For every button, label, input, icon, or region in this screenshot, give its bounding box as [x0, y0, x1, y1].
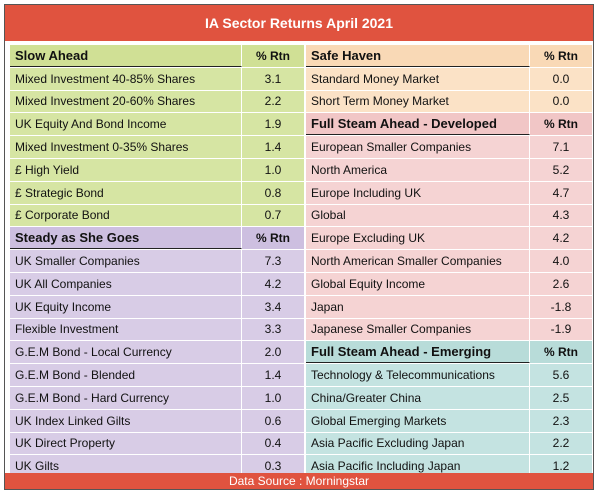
sector-name: G.E.M Bond - Hard Currency	[10, 387, 242, 409]
table-row	[10, 113, 304, 136]
sector-name: Europe Excluding UK	[306, 227, 530, 249]
sector-return: 1.2	[552, 459, 570, 474]
table-row	[10, 91, 304, 114]
table-row	[306, 364, 592, 387]
sector-return: 4.2	[552, 231, 570, 246]
group-header-row	[10, 227, 304, 250]
sector-return: -1.9	[550, 322, 572, 337]
sector-return: 3.4	[264, 299, 282, 314]
table-row	[306, 159, 592, 182]
data-source-footer: Data Source : Morningstar	[5, 473, 593, 489]
sector-group	[306, 113, 592, 341]
sector-name: Asia Pacific Including Japan	[306, 455, 530, 477]
table-row	[10, 273, 304, 296]
table-row	[10, 319, 304, 342]
group-title: Full Steam Ahead - Emerging	[306, 341, 530, 363]
sector-return: 4.0	[552, 254, 570, 269]
sector-return: 7.3	[264, 254, 282, 269]
group-header-row	[306, 45, 592, 68]
sector-return: 0.8	[264, 185, 282, 200]
table-title: IA Sector Returns April 2021	[5, 5, 593, 41]
sector-name: China/Greater China	[306, 387, 530, 409]
table-row	[10, 341, 304, 364]
group-title: Steady as She Goes	[10, 227, 242, 249]
sector-return: 1.4	[264, 368, 282, 383]
sector-return: 2.5	[552, 390, 570, 405]
sector-return: 0.4	[264, 436, 282, 451]
table-row	[306, 387, 592, 410]
rtn-column-header: % Rtn	[544, 48, 578, 63]
sector-return: 4.3	[552, 208, 570, 223]
sector-name: North America	[306, 159, 530, 181]
sector-name: Japan	[306, 296, 530, 318]
sector-name: UK Smaller Companies	[10, 250, 242, 272]
sector-group	[306, 341, 592, 478]
right-column	[306, 45, 592, 478]
table-row	[306, 433, 592, 456]
sector-name: Asia Pacific Excluding Japan	[306, 433, 530, 455]
sector-return: 1.0	[264, 390, 282, 405]
sector-name: Mixed Investment 20-60% Shares	[10, 91, 242, 113]
sector-return: 7.1	[552, 140, 570, 155]
table-row	[306, 296, 592, 319]
table-row	[10, 433, 304, 456]
sector-name: UK Equity And Bond Income	[10, 113, 242, 135]
rtn-column-header: % Rtn	[256, 48, 290, 63]
sector-name: £ Corporate Bond	[10, 205, 242, 227]
sector-name: Flexible Investment	[10, 319, 242, 341]
sector-group	[10, 45, 304, 227]
table-row	[306, 205, 592, 228]
table-row	[10, 68, 304, 91]
table-row	[10, 182, 304, 205]
group-title: Full Steam Ahead - Developed	[306, 113, 530, 135]
table-row	[10, 387, 304, 410]
sector-return: 2.0	[264, 345, 282, 360]
sector-return: 0.0	[552, 94, 570, 109]
sector-name: UK Equity Income	[10, 296, 242, 318]
table-row	[306, 410, 592, 433]
sector-return: 3.1	[264, 71, 282, 86]
sector-name: North American Smaller Companies	[306, 250, 530, 272]
sector-return: 2.3	[552, 413, 570, 428]
table-row	[306, 250, 592, 273]
table-row	[306, 136, 592, 159]
sector-name: Global	[306, 205, 530, 227]
sector-return: 2.2	[264, 94, 282, 109]
sector-name: Global Equity Income	[306, 273, 530, 295]
sector-name: Mixed Investment 0-35% Shares	[10, 136, 242, 158]
group-header-row	[306, 341, 592, 364]
sector-return: 1.9	[264, 117, 282, 132]
sector-name: European Smaller Companies	[306, 136, 530, 158]
sector-name: Standard Money Market	[306, 68, 530, 90]
sector-return: 4.2	[264, 276, 282, 291]
left-column	[10, 45, 304, 478]
table-row	[306, 182, 592, 205]
table-row	[306, 91, 592, 114]
sector-name: UK All Companies	[10, 273, 242, 295]
table-row	[306, 68, 592, 91]
sector-name: £ High Yield	[10, 159, 242, 181]
rtn-column-header: % Rtn	[544, 117, 578, 132]
sector-name: Mixed Investment 40-85% Shares	[10, 68, 242, 90]
sector-return: 0.7	[264, 208, 282, 223]
sector-name: Global Emerging Markets	[306, 410, 530, 432]
group-title: Slow Ahead	[10, 45, 242, 67]
table-row	[10, 205, 304, 228]
sector-return: 1.0	[264, 162, 282, 177]
group-title: Safe Haven	[306, 45, 530, 67]
group-header-row	[10, 45, 304, 68]
sector-return: 5.6	[552, 368, 570, 383]
table-row	[10, 159, 304, 182]
table-row	[10, 296, 304, 319]
sector-return: 5.2	[552, 162, 570, 177]
sector-name: Europe Including UK	[306, 182, 530, 204]
table-row	[10, 364, 304, 387]
sector-return: 0.6	[264, 413, 282, 428]
sector-name: £ Strategic Bond	[10, 182, 242, 204]
sector-return: 4.7	[552, 185, 570, 200]
sector-name: UK Gilts	[10, 455, 242, 477]
table-row	[10, 136, 304, 159]
table-row	[10, 410, 304, 433]
sector-group	[306, 45, 592, 113]
sector-name: Technology & Telecommunications	[306, 364, 530, 386]
sector-return: -1.8	[550, 299, 572, 314]
sector-name: G.E.M Bond - Blended	[10, 364, 242, 386]
sector-name: G.E.M Bond - Local Currency	[10, 341, 242, 363]
sector-return: 1.4	[264, 140, 282, 155]
sector-returns-table	[4, 4, 594, 490]
table-row	[306, 227, 592, 250]
sector-return: 2.2	[552, 436, 570, 451]
sector-return: 0.0	[552, 71, 570, 86]
sector-return: 3.3	[264, 322, 282, 337]
table-row	[306, 273, 592, 296]
rtn-column-header: % Rtn	[544, 345, 578, 360]
sector-return: 0.3	[264, 459, 282, 474]
sector-group	[10, 227, 304, 478]
sector-name: Japanese Smaller Companies	[306, 319, 530, 341]
table-row	[306, 319, 592, 342]
group-header-row	[306, 113, 592, 136]
sector-name: UK Direct Property	[10, 433, 242, 455]
sector-return: 2.6	[552, 276, 570, 291]
table-row	[10, 250, 304, 273]
sector-name: UK Index Linked Gilts	[10, 410, 242, 432]
rtn-column-header: % Rtn	[256, 231, 290, 246]
sector-name: Short Term Money Market	[306, 91, 530, 113]
